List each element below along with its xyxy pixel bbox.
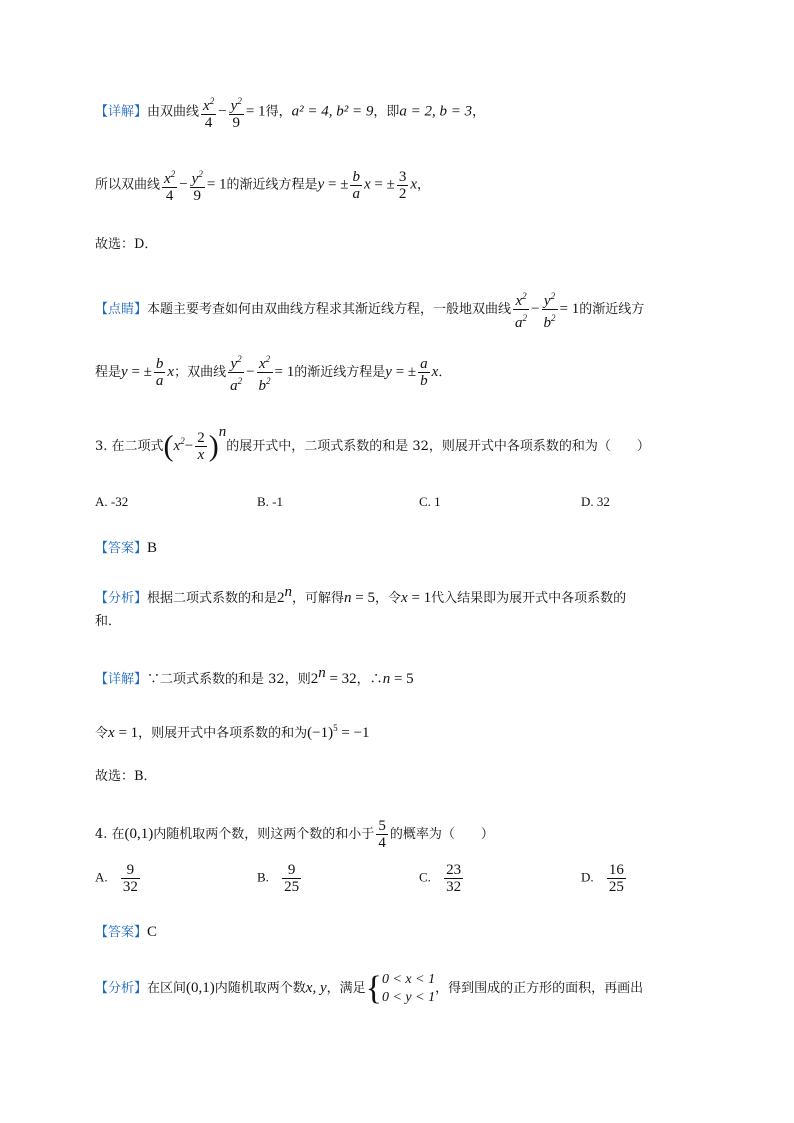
q4-stem-3: 的概率为（ ）: [389, 827, 494, 842]
q2-comment-line-2: 程是y = ± $\frac{b}{a}$ x；双曲线 $\frac{y^2}{a^2}$ − $\frac{x^2}{b^2}$ = 1的渐近线方程是y = ± $\frac{a}{b}$ x．: [95, 351, 451, 394]
fraction-y2-over-a2: $\frac{y^2}{a^2}$: [228, 351, 244, 394]
q3-detail-1: ∵二项式系数的和是 32，则: [147, 672, 311, 687]
comment-tag: 【点睛】: [95, 302, 148, 317]
q3-stem: 3. 在二项式($x^2-$ $\frac{2}{x}$ )$^n$的展开式中，二项式系数的和是 32，则展开式中各项系数的和为（ ）: [95, 424, 650, 463]
q3-detail-line2-2: ，则展开式中各项系数的和为: [138, 726, 308, 741]
q3-detail-line2-1: 令: [95, 726, 109, 741]
q3-detail-2: ，∴: [356, 672, 383, 687]
answer-tag: 【答案】: [95, 925, 148, 940]
q4-answer-value: C: [147, 924, 158, 940]
q2-detail-res: a = 2, b = 3: [399, 103, 473, 120]
fraction-x2-over-b2: $\frac{x^2}{b^2}$: [257, 351, 273, 394]
q2-comment-text-1: 本题主要考查如何由双曲线方程求其渐近线方程，一般地双曲线: [147, 302, 512, 317]
q4-option-a: A. $\frac{9}{32}$: [95, 862, 138, 895]
fraction-x2-over-a2: $\frac{x^2}{a^2}$: [513, 288, 529, 331]
q2-comment-line: 【点睛】本题主要考查如何由双曲线方程求其渐近线方程，一般地双曲线 $\frac{x^2}{a^2}$ − $\frac{y^2}{b^2}$ = 1的渐近线方: [95, 288, 644, 331]
inequality-system: 0 < x < 1 0 < y < 1: [381, 971, 436, 1005]
q2-detail-text-2: 得，: [265, 104, 292, 120]
q3-option-c: C. 1: [419, 494, 441, 509]
fraction-b-over-a: $\frac{b}{a}$: [352, 168, 360, 202]
q4-stem-1: 4. 在: [95, 827, 125, 842]
q2-comment-line2-end: ．: [438, 365, 452, 380]
detail-tag: 【详解】: [95, 672, 148, 687]
q3-analysis: 【分析】根据二项式系数的和是2$^n$，可解得n = 5，令x = 1代入结果即为展开式中各项系数的: [95, 584, 627, 606]
fraction-y2-over-b2: $\frac{y^2}{b^2}$: [542, 288, 558, 331]
q3-answer-value: B: [147, 540, 158, 556]
fraction-a-over-b: $\frac{a}{b}$: [420, 356, 428, 389]
q4-analysis-1: 在区间: [147, 981, 187, 996]
q4-option-c: C. $\frac{23}{32}$: [419, 862, 462, 895]
q2-comment-text-2: 的渐近线方: [579, 302, 645, 317]
q3-option-b: B. -1: [257, 494, 283, 509]
q4-analysis-2: 内随机取两个数: [214, 981, 306, 996]
q3-analysis-4: 代入结果即为展开式中各项系数的: [431, 591, 627, 606]
q2-detail-text-3: ，即: [373, 104, 400, 120]
q3-analysis-1: 根据二项式系数的和是: [147, 591, 278, 606]
q2-detail-end: ，: [472, 104, 486, 120]
fraction-y2-over-9: $\frac{y^2}{9}$: [190, 166, 205, 204]
q2-line2-text-2: 的渐近线方程是: [226, 177, 318, 193]
fraction-y2-over-9: $\frac{y^2}{9}$: [229, 93, 244, 131]
q4-option-b: B. $\frac{9}{25}$: [257, 862, 300, 895]
fraction-5-over-4: $\frac{5}{4}$: [378, 818, 386, 851]
q3-analysis-2: ，可解得: [292, 591, 345, 606]
analysis-tag: 【分析】: [95, 981, 148, 996]
fraction-x2-over-4: $\frac{x^2}{4}$: [162, 166, 177, 204]
fraction-x2-over-4: $\frac{x^2}{4}$: [201, 93, 216, 131]
q3-detail: 【详解】∵二项式系数的和是 32，则$2^n = 32$，∴n = 5: [95, 665, 414, 687]
q2-comment-line2-3: 的渐近线方程是: [294, 365, 386, 380]
fraction-2-over-x: $\frac{2}{x}$: [197, 430, 205, 463]
q2-detail-text-1: 由双曲线: [147, 104, 200, 120]
q3-analysis-3: ，令: [375, 591, 402, 606]
q2-comment-line2-1: 程是: [95, 365, 122, 380]
q4-stem: 4. 在(0,1)内随机取两个数，则这两个数的和小于 $\frac{5}{4}$ 的概率为（ ）: [95, 818, 494, 851]
q3-stem-2: 的展开式中，二项式系数的和是 32，则展开式中各项系数的和为（ ）: [226, 439, 650, 454]
fraction-3-over-2: $\frac{3}{2}$: [398, 168, 407, 202]
q4-stem-2: 内随机取两个数，则这两个数的和小于: [153, 827, 375, 842]
system-brace: {: [365, 969, 382, 1007]
fraction-b-over-a: $\frac{b}{a}$: [155, 356, 164, 389]
q3-answer: [95, 539, 157, 558]
q2-choose: 故选：D．: [95, 237, 158, 252]
q2-detail-line: 【详解】由双曲线 $\frac{x^2}{4}$ − $\frac{y^2}{9}$ = 1得，a² = 4, b² = 9，即a = 2, b = 3，: [95, 93, 485, 131]
q3-option-d: D. 32: [581, 494, 610, 509]
q2-line2-text-1: 所以双曲线: [95, 177, 161, 193]
q4-option-d: D. $\frac{16}{25}$: [581, 862, 624, 895]
q3-choose: 故选：B．: [95, 769, 157, 784]
q4-analysis-3: ，满足: [326, 981, 366, 996]
q4-analysis: 【分析】在区间(0,1)内随机取两个数x, y，满足{0 < x < 1 0 < y < 1，得到围成的正方形的面积，再画出: [95, 969, 644, 1007]
q2-detail-vals: a² = 4, b² = 9: [291, 103, 374, 120]
analysis-tag: 【分析】: [95, 591, 148, 606]
q3-analysis-line-2: 和．: [95, 614, 122, 629]
q4-answer: [95, 923, 157, 942]
q4-analysis-4: ，得到围成的正方形的面积，再画出: [435, 981, 644, 996]
answer-tag: 【答案】: [95, 541, 148, 556]
q3-option-a: A. -32: [95, 494, 129, 509]
q2-comment-line2-2: ；双曲线: [174, 365, 227, 380]
q3-detail-line-2: 令x = 1，则展开式中各项系数的和为$(-1)^5 = -1$: [95, 723, 370, 741]
q2-asymptote-line: 所以双曲线 $\frac{x^2}{4}$ − $\frac{y^2}{9}$ = 1的渐近线方程是y = ± $\frac{b}{a}$ x = ± $\frac{3}{2}$ x，: [95, 166, 430, 204]
detail-tag: 【详解】: [95, 104, 148, 120]
q2-line2-end: ，: [416, 177, 430, 193]
q3-stem-1: 3. 在二项式: [95, 439, 164, 454]
